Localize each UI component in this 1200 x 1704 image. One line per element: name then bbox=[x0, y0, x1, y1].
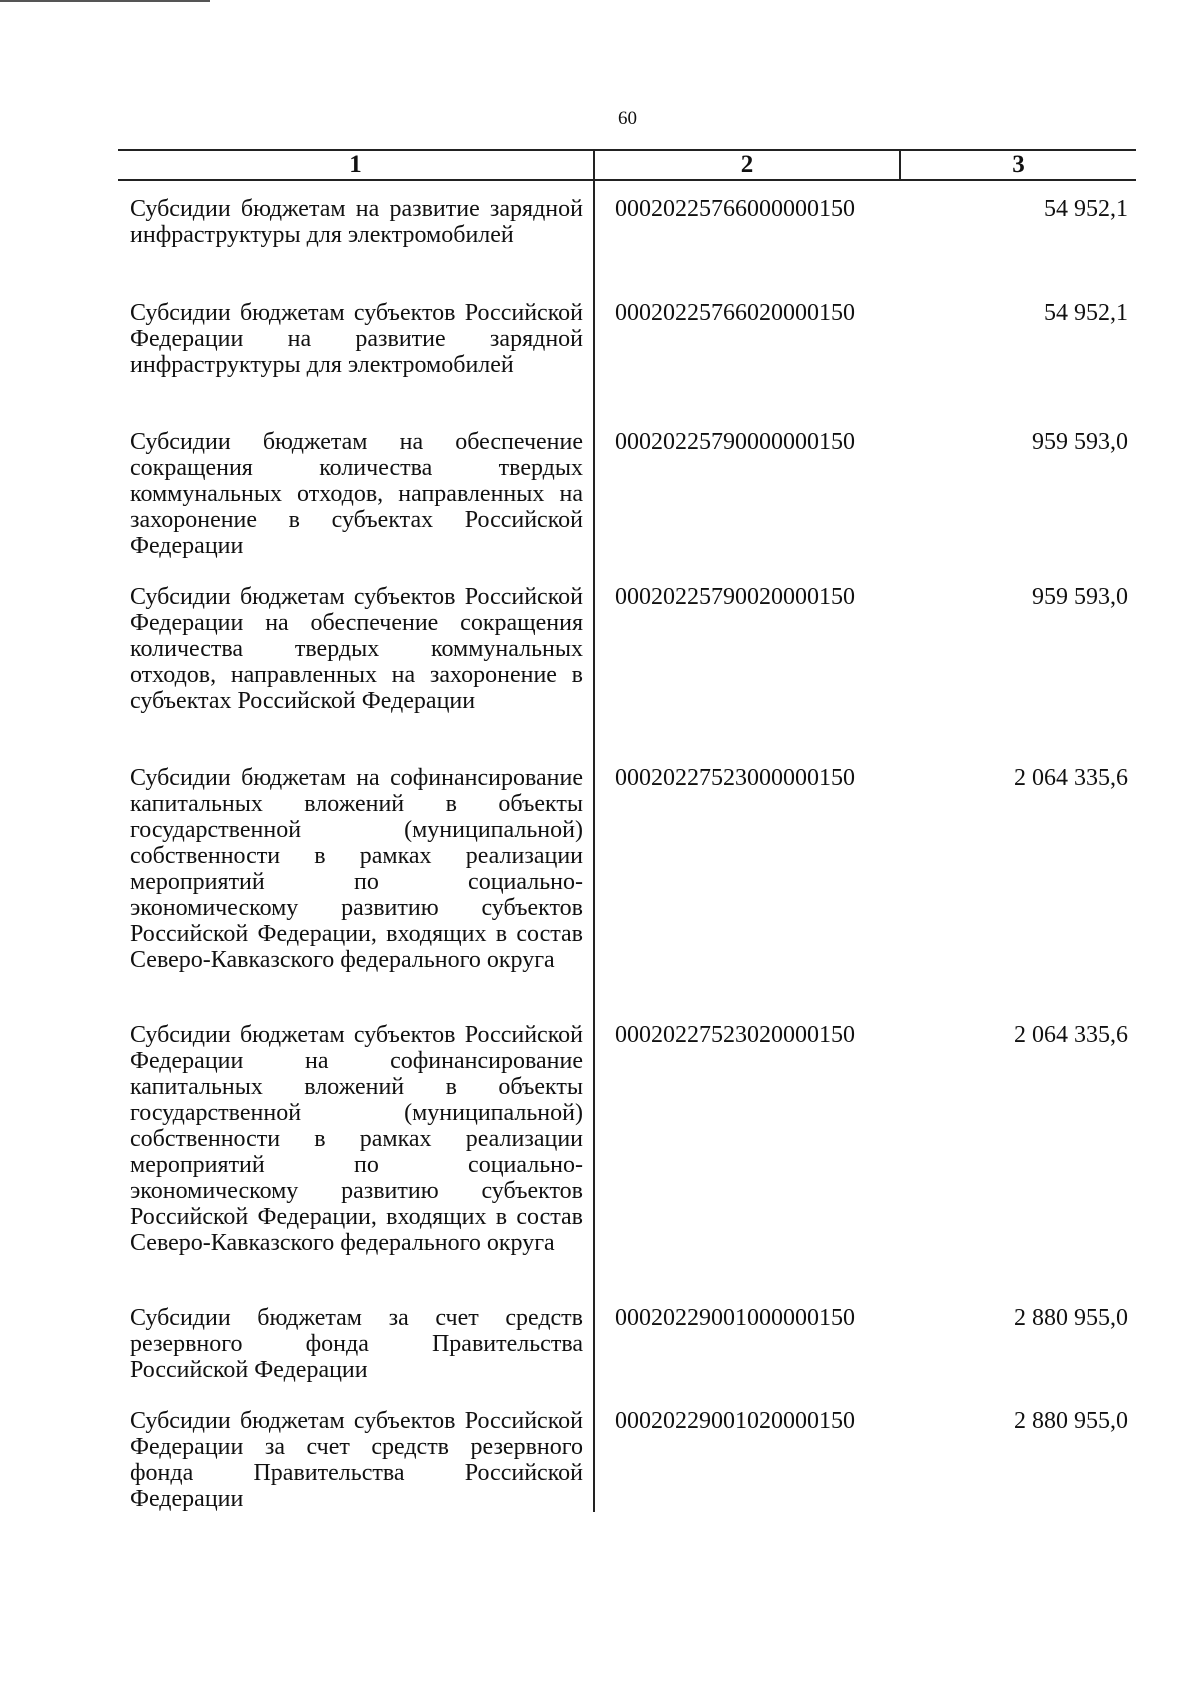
row-code: 00020225790020000150 bbox=[594, 569, 900, 750]
table-row bbox=[118, 1290, 1136, 1393]
table-row bbox=[118, 750, 1136, 1007]
scan-edge-mark bbox=[0, 0, 210, 6]
row-name: Субсидии бюджетам субъектов Российской Федерации на софинансирование капитальных вложений в объекты государственной (муниципальной) собственности в рамках реализации мероприятий по социально-экономическому развитию субъектов Российской Федерации, входящих в состав Северо-Кавказского федерального округа bbox=[130, 1022, 583, 1256]
column-header-code: 2 bbox=[594, 150, 900, 180]
row-amount: 2 064 335,6 bbox=[1014, 1022, 1128, 1048]
row-code: 00020225766000000150 bbox=[594, 180, 900, 285]
column-header-amount: 3 bbox=[900, 150, 1136, 180]
row-code: 00020227523000000150 bbox=[594, 750, 900, 1007]
page-number: 60 bbox=[618, 108, 637, 129]
column-header-name: 1 bbox=[118, 150, 594, 180]
row-name: Субсидии бюджетам субъектов Российской Федерации на развитие зарядной инфраструктуры для электромобилей bbox=[130, 300, 583, 378]
table-header bbox=[118, 150, 1136, 180]
row-amount: 54 952,1 bbox=[1044, 196, 1128, 222]
row-name: Субсидии бюджетам субъектов Российской Федерации на обеспечение сокращения количества твердых коммунальных отходов, направленных на захоронение в субъектах Российской Федерации bbox=[130, 584, 583, 714]
row-code: 00020227523020000150 bbox=[594, 1007, 900, 1290]
budget-table bbox=[118, 149, 1136, 1512]
row-code: 00020229001020000150 bbox=[594, 1393, 900, 1512]
row-code: 00020225766020000150 bbox=[594, 285, 900, 414]
table-body bbox=[118, 180, 1136, 1512]
row-amount: 2 064 335,6 bbox=[1014, 765, 1128, 791]
table-row bbox=[118, 1393, 1136, 1512]
row-amount: 959 593,0 bbox=[1032, 584, 1128, 610]
row-name: Субсидии бюджетам за счет средств резервного фонда Правительства Российской Федерации bbox=[130, 1305, 583, 1383]
table-row bbox=[118, 180, 1136, 285]
row-code: 00020225790000000150 bbox=[594, 414, 900, 569]
table-row bbox=[118, 569, 1136, 750]
row-amount: 2 880 955,0 bbox=[1014, 1305, 1128, 1331]
row-amount: 959 593,0 bbox=[1032, 429, 1128, 455]
row-name: Субсидии бюджетам на обеспечение сокращения количества твердых коммунальных отходов, направленных на захоронение в субъектах Российской Федерации bbox=[130, 429, 583, 559]
row-amount: 54 952,1 bbox=[1044, 300, 1128, 326]
row-amount: 2 880 955,0 bbox=[1014, 1408, 1128, 1434]
table-row bbox=[118, 1007, 1136, 1290]
table-row bbox=[118, 414, 1136, 569]
header-row bbox=[118, 150, 1136, 180]
row-name: Субсидии бюджетам на развитие зарядной инфраструктуры для электромобилей bbox=[130, 196, 583, 248]
table-row bbox=[118, 285, 1136, 414]
budget-table-container bbox=[118, 149, 1136, 1512]
row-name: Субсидии бюджетам субъектов Российской Федерации за счет средств резервного фонда Правительства Российской Федерации bbox=[130, 1408, 583, 1512]
row-code: 00020229001000000150 bbox=[594, 1290, 900, 1393]
row-name: Субсидии бюджетам на софинансирование капитальных вложений в объекты государственной (муниципальной) собственности в рамках реализации мероприятий по социально-экономическому развитию субъектов Российской Федерации, входящих в состав Северо-Кавказского федерального округа bbox=[130, 765, 583, 973]
